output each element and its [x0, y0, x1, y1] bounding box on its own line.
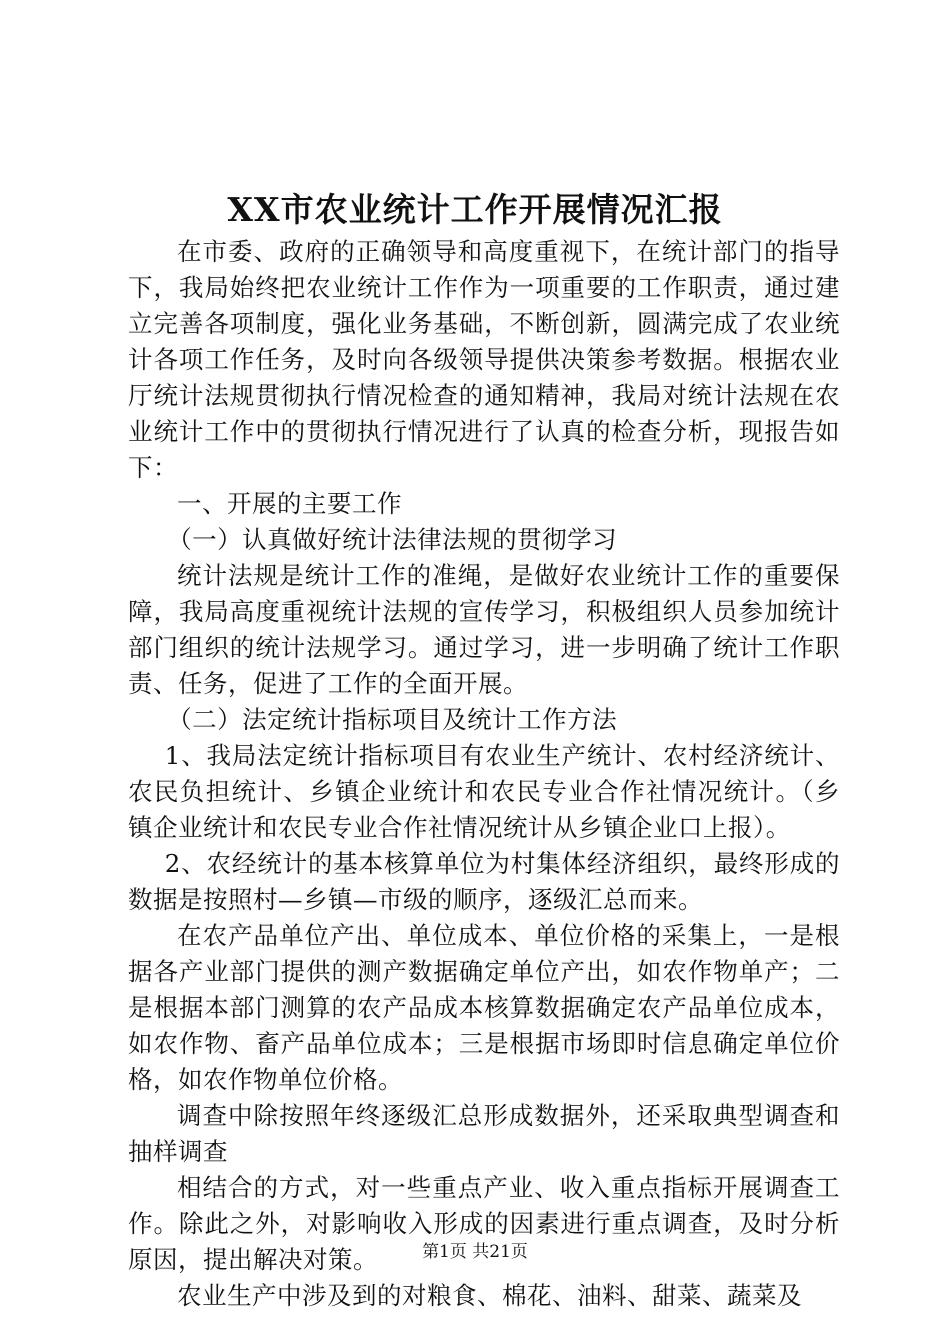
- numbered-paragraph: 1、我局法定统计指标项目有农业生产统计、农村经济统计、农民负担统计、乡镇企业统计和农民专业合作社情况统计。（乡镇企业统计和农民专业合作社情况统计从乡镇企业口上报）。: [128, 741, 840, 842]
- section-heading: 一、开展的主要工作: [177, 489, 402, 518]
- document-title: XX市农业统计工作开展情况汇报: [227, 190, 723, 229]
- numbered-paragraph: 2、农经统计的基本核算单位为村集体经济组织，最终形成的数据是按照村—乡镇—市级的顺序，逐级汇总而来。: [128, 849, 840, 914]
- page-footer: 第1页 共21页: [422, 1242, 528, 1262]
- paragraph: 相结合的方式，对一些重点产业、收入重点指标开展调查工作。除此之外，对影响收入形成的因素进行重点调查，及时分析原因，提出解决对策。: [128, 1173, 840, 1274]
- document-body: [128, 234, 840, 1314]
- paragraph-intro: 在市委、政府的正确领导和高度重视下，在统计部门的指导下，我局始终把农业统计工作作为一项重要的工作职责，通过建立完善各项制度，强化业务基础，不断创新，圆满完成了农业统计各项工作任务，及时向各级领导提供决策参考数据。根据农业厅统计法规贯彻执行情况检查的通知精神，我局对统计法规在农业统计工作中的贯彻执行情况进行了认真的检查分析，现报告如下：: [128, 237, 840, 482]
- paragraph: 统计法规是统计工作的准绳，是做好农业统计工作的重要保障，我局高度重视统计法规的宣传学习，积极组织人员参加统计部门组织的统计法规学习。通过学习，进一步明确了统计工作职责、任务，促进了工作的全面开展。: [128, 561, 840, 698]
- paragraph: 调查中除按照年终逐级汇总形成数据外，还采取典型调查和抽样调查: [128, 1101, 840, 1166]
- subsection-heading: （一）认真做好统计法律法规的贯彻学习: [167, 525, 618, 554]
- paragraph: 在农产品单位产出、单位成本、单位价格的采集上，一是根据各产业部门提供的测产数据确定单位产出，如农作物单产；二是根据本部门测算的农产品成本核算数据确定农产品单位成本，如农作物、畜产品单位成本；三是根据市场即时信息确定单位价格，如农作物单位价格。: [128, 921, 840, 1094]
- subsection-heading: （二）法定统计指标项目及统计工作方法: [167, 705, 618, 734]
- paragraph: 农业生产中涉及到的对粮食、棉花、油料、甜菜、蔬菜及: [177, 1281, 802, 1310]
